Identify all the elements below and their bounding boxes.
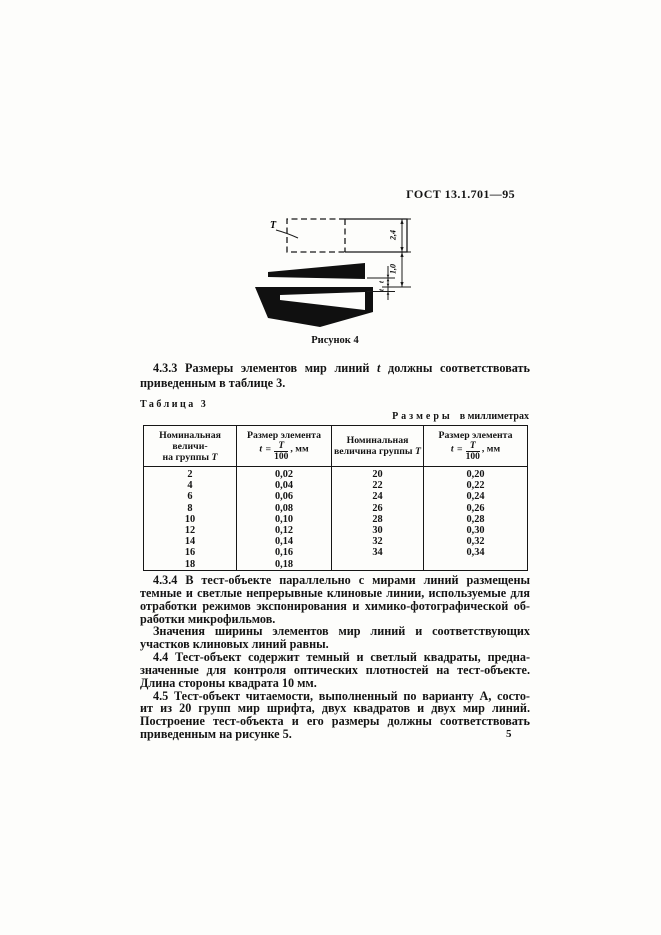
- equals-sign: =: [457, 443, 463, 455]
- text-line: участков клиновых линий равны.: [140, 637, 329, 652]
- table-cell: 0,34: [424, 547, 528, 558]
- dim-label-t-lower: t: [377, 289, 386, 291]
- dim-label-1-0: 1,0: [388, 264, 398, 274]
- text-line: Построение тест-объекта и его размеры должны соответствовать: [140, 714, 530, 729]
- text-line: работки микрофильмов.: [140, 611, 276, 626]
- text-line: 4.5 Тест-объект читаемости, выполненный по варианту А, состо-: [153, 688, 530, 703]
- variable-t: t: [377, 361, 381, 375]
- table-cell: 10: [184, 513, 196, 525]
- header-line: Размер элемента: [438, 430, 513, 441]
- table-cell: 6: [187, 491, 193, 503]
- col-header-size-2: [424, 426, 528, 467]
- col-header-size-1: [237, 426, 332, 467]
- table-cell: 34: [332, 547, 424, 558]
- text-run: 4.3.3 Размеры элементов мир линий: [153, 361, 378, 375]
- header-line: Номинальная величи-: [159, 429, 221, 452]
- table-row: [144, 467, 528, 481]
- variable-T: T: [211, 451, 218, 463]
- fraction-numerator: T: [278, 441, 285, 451]
- table-cell: 0,32: [424, 536, 528, 547]
- table-row: [144, 491, 528, 502]
- fraction-denominator: 100: [465, 451, 480, 462]
- size-formula: [239, 442, 329, 462]
- table-cell: 22: [332, 480, 424, 491]
- header-line: [334, 446, 421, 457]
- table-row: [144, 536, 528, 547]
- table-cell: 12: [184, 525, 196, 537]
- units-rest: в миллиметрах: [459, 411, 529, 422]
- table-cell: [424, 559, 528, 571]
- fraction-numerator: T: [469, 441, 476, 451]
- table-cell: 30: [332, 525, 424, 536]
- table-cell: [332, 559, 424, 571]
- dashed-rectangle: [287, 219, 345, 252]
- table-label: Таблица 3: [140, 399, 209, 410]
- col-header-nominal-2: [332, 426, 424, 467]
- text-line: приведенным на рисунке 5.: [140, 727, 292, 742]
- header-line: [146, 452, 234, 463]
- fraction: [466, 442, 480, 462]
- dark-wedge-line: [268, 263, 365, 279]
- text-line: приведенным в таблице 3.: [140, 375, 286, 390]
- table-cell: 0,28: [424, 514, 528, 525]
- variable-t: t: [450, 443, 454, 455]
- table-cell: 0,26: [424, 503, 528, 514]
- text-line: значенные для контроля оптических плотностей на тест-объекте.: [140, 662, 530, 677]
- col-header-nominal-1: [144, 426, 237, 467]
- fraction: [274, 442, 288, 462]
- header-line: Размер элемента: [247, 430, 321, 441]
- table-cell: 0,30: [424, 525, 528, 536]
- text-line: 4.3.4 В тест-объекте параллельно с мирами линий размещены: [153, 573, 530, 587]
- table-row: [144, 525, 528, 536]
- table-cell: 24: [332, 491, 424, 502]
- figure-4: [240, 210, 475, 340]
- clause-4-3-3: [140, 361, 530, 391]
- header-text: величина группы: [334, 446, 415, 457]
- table-row: [144, 559, 528, 571]
- table-cell: 0,18: [237, 559, 332, 571]
- table-cell: 0,04: [237, 480, 332, 491]
- table-units: [392, 411, 529, 422]
- text-line: Длина стороны квадрата 10 мм.: [140, 675, 317, 690]
- table-row: [144, 503, 528, 514]
- table-cell: 26: [332, 503, 424, 514]
- table-row: [144, 480, 528, 491]
- table-row: [144, 547, 528, 558]
- table-row: [144, 514, 528, 525]
- text-line: ит из 20 групп мир шрифта, двух квадратов и двух мир линий.: [140, 701, 530, 716]
- variable-t: t: [259, 443, 263, 455]
- table-cell: 16: [184, 547, 196, 559]
- dim-label-t-upper: t: [377, 281, 386, 283]
- header-text: на группы: [162, 451, 212, 463]
- table-cell: 0,08: [237, 503, 332, 514]
- figure-drawing: [240, 210, 475, 340]
- table-cell: 0,24: [424, 491, 528, 502]
- text-line: Значения ширины элементов мир линий и соответствующих: [153, 624, 530, 639]
- table-cell: 2: [187, 469, 193, 480]
- text-run: должны соответствовать: [380, 361, 530, 375]
- table-cell: 0,16: [237, 547, 332, 558]
- fraction-denominator: 100: [274, 451, 289, 462]
- page-number: 5: [506, 728, 512, 740]
- table-cell: 0,22: [424, 480, 528, 491]
- variable-T: T: [415, 446, 421, 457]
- dimension-table: [143, 425, 528, 571]
- text-line: отработки режимов экспонирования и химико-фотографической об-: [140, 598, 530, 613]
- text-line: [140, 361, 530, 376]
- table-cell: 4: [187, 480, 193, 492]
- table-cell: 0,10: [237, 514, 332, 525]
- unit-text: , мм: [481, 443, 501, 455]
- table-cell: 32: [332, 536, 424, 547]
- table-cell: 0,14: [237, 536, 332, 547]
- standard-number: ГОСТ 13.1.701—95: [406, 187, 515, 201]
- size-formula: [426, 442, 525, 462]
- figure-caption: Рисунок 4: [311, 335, 359, 346]
- table-cell: 0,12: [237, 525, 332, 536]
- table-cell: 20: [332, 467, 424, 481]
- dim-label-2-4: 2,4: [388, 230, 398, 240]
- units-word: Размеры: [392, 411, 453, 422]
- table-cell: 0,06: [237, 491, 332, 502]
- solid-rectangle: [345, 219, 407, 252]
- table-header-row: [144, 426, 528, 467]
- header-line: Номинальная: [346, 435, 409, 446]
- table-cell: 0,02: [237, 467, 332, 481]
- t-dimension-label: T: [270, 220, 277, 231]
- text-line: темные и светлые непрерывные клиновые линии, используемые для: [140, 585, 530, 600]
- text-line: 4.4 Тест-объект содержит темный и светлый квадраты, предна-: [153, 650, 530, 665]
- table-cell: 8: [187, 502, 193, 514]
- table-cell: 28: [332, 514, 424, 525]
- table-cell: 18: [184, 558, 196, 570]
- dark-block-with-light-wedge: [255, 287, 373, 327]
- table-cell: 14: [184, 536, 196, 548]
- unit-text: , мм: [290, 443, 309, 455]
- equals-sign: =: [265, 443, 272, 455]
- body-text: [140, 574, 530, 741]
- table-cell: 0,20: [424, 467, 528, 481]
